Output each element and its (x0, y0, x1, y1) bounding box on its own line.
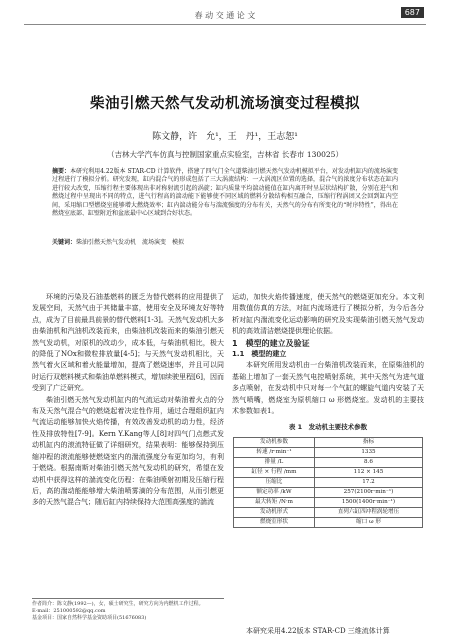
table-cell: 压缩比 (234, 477, 315, 487)
table-cell: 额定功率 /kW (234, 487, 315, 497)
model-paragraph: 本研究所用发动机由一台柴油机改装而来，在原柴油机的基础上增加了一套天然气电控喷射系统，其中天然气为进气道多点喷射，在发动机中只对每一个气缸的螺旋气道内安装了天然气喷嘴，燃烧室为原机缩口 ω 形燃烧室。发动机的主要技术参数如表1。 (232, 361, 424, 416)
author-list: 陈文静，许 允¹，王 丹¹，王志恕¹ (152, 132, 298, 142)
header-rule (24, 24, 426, 25)
table-row (234, 457, 423, 467)
keywords-label: 关键词： (52, 239, 77, 246)
table-row (234, 447, 423, 457)
after-table-text: 本研究采用4.22版本 STAR-CD 三维流体计算 (246, 627, 390, 635)
footnote-line: 基金项目：国家自然科学基金资助项目(51676083) (32, 615, 147, 621)
body-paragraph: 柴油引燃天然气发动机缸内的气流运动对柴油着火点的分布及天然气混合气的燃烧起着决定性作用，通过合理组织缸内气流运动能够加快火焰传播，有效改善发动机的动力性，经济性及排放特性[7-9]。Kern Y.Kang等人[8]对四气门点燃式发动机缸内的滚流特征做了详细研究，结果表明：能够保持到压缩冲程的滚流能够使燃烧室内的湍流强度分布更加均匀，有利于燃烧。根据南斯对柴油引燃天然气发动机的研究，希望在发动机中获得这样的湍流变化历程：在柴油喷射初期及压缩行程后，高的湍动能能够增大柴油喷雾滴的分布范围，从而引燃更多的天然气混合气；随后缸内持续保持大范围高强度的湍流 (32, 395, 224, 507)
right-column (232, 292, 424, 528)
abstract-label: 摘要： (52, 168, 71, 175)
table-cell: 转速 /r·min⁻¹ (234, 447, 315, 457)
keywords (52, 237, 398, 246)
table-cell: 缩口 ω 形 (314, 517, 422, 527)
table-caption: 表 1 发动机主要技术参数 (288, 423, 368, 432)
table-cell: 112 × 145 (314, 467, 422, 477)
table-row (234, 507, 423, 517)
table-cell: 缸径 × 行程 /mm (234, 467, 315, 477)
footnote-line: E-mail：251000592@qq.com (32, 608, 106, 614)
subsection-heading: 1.1 模型的建立 (232, 350, 287, 359)
table-header-cell: 指标 (314, 437, 422, 447)
running-header: 春 动 交 通 论 文 (194, 11, 256, 20)
table-cell: 排量 /L (234, 457, 315, 467)
paper-title: 柴油引燃天然气发动机流场演变过程模拟 (90, 96, 360, 112)
table-cell: 发动机形式 (234, 507, 315, 517)
table-cell: 1335 (314, 447, 422, 457)
table-cell: 257(2100r·min⁻¹) (314, 487, 422, 497)
intro-continuation: 运动，加快火焰传播速度，使天然气的燃烧更加充分。本文利用数值仿真的方法，对缸内流场进行了模拟分析，为今后各分析对缸内湍流变化运动影响的研究及实现柴油引燃天然气发动机的高效清洁燃烧提供理论依据。 (232, 293, 424, 336)
page-number: 687 (401, 7, 424, 18)
footnote-line: 作者简介：陈文静(1992—)，女，硕士研究生，研究方向为内燃机工作过程。 (32, 601, 204, 607)
table-row (234, 497, 423, 507)
keywords-text: 柴油引燃天然气发动机 流场演变 模拟 (76, 239, 185, 246)
table-row (234, 487, 423, 497)
abstract-text: 本研究利用4.22版本 STAR-CD 计算软件，搭建了四气门全气道柴油引燃天然气发动机模拟平台，对发动机缸内的流场演变过程进行了模拟分析。研究发现，缸内混合气的形成包括了三大涡流结构：一大涡流区位置的选择，混合气的浓度分布状态在缸内进行较大改变，压缩行程主要体现出非对称射流引起的涡旋；缸内质量平均湍动能值在缸内离开时呈层状结构扩散，分别在进气和燃烧过程中呈现出不同的特点，进气行程高的湍动能下能够使不同区域的燃料分散结构相互融合，压缩行程涡团又会回到缸内空间，采用缩口型燃烧室能够增大燃烧效率；缸内湍动能分布与湍流强度的分布有关，天然气的分布有所变化的“时序特性”，得出在燃烧室底部、缸壁附近和盆底最中心区域到合好状态。 (52, 168, 398, 218)
table-header-row (234, 437, 423, 447)
section-heading: 1 模型的建立及验证 (232, 338, 310, 348)
table-row (234, 477, 423, 487)
table-cell: 最大转矩 /N·m (234, 497, 315, 507)
body-paragraph: 环境的污染及石油基燃料的匮乏为替代燃料的应用提供了发展空间，天然气由于其储量丰富，使用安全及环境友好等特点，成为了目前最具前景的替代燃料[1-3]。天然气发动机大多由柴油机和汽油机改装而来，由柴油机改装而来的柴油引燃天然气发动机，对原机的改动少，成本低，与柴油机相比，极大的降低了NOx和微粒排放量[4-5]；与天然气发动机相比，天然气着火区域和着火能量增加，提高了燃烧速率，并且可以同时运行双燃料模式和柴油单燃料模式，增加续驶里程[6]，因而受到了广泛研究。 (32, 293, 224, 393)
table-cell: 8.6 (314, 457, 422, 467)
abstract (52, 168, 398, 218)
footnote (32, 598, 224, 622)
engine-parameters-table (233, 437, 423, 528)
table-cell: 直列六缸四冲程涡轮增压 (314, 507, 422, 517)
table-header-cell: 发动机参数 (234, 437, 315, 447)
affiliation: （吉林大学汽车仿真与控制国家重点实验室，吉林省 长春市 130025） (107, 150, 343, 159)
table-cell: 燃烧室形状 (234, 517, 315, 527)
table-row (234, 517, 423, 527)
table-row (234, 467, 423, 477)
left-column (32, 292, 224, 509)
table-cell: 1500(1400r·min⁻¹) (314, 497, 422, 507)
table-cell: 17.2 (314, 477, 422, 487)
